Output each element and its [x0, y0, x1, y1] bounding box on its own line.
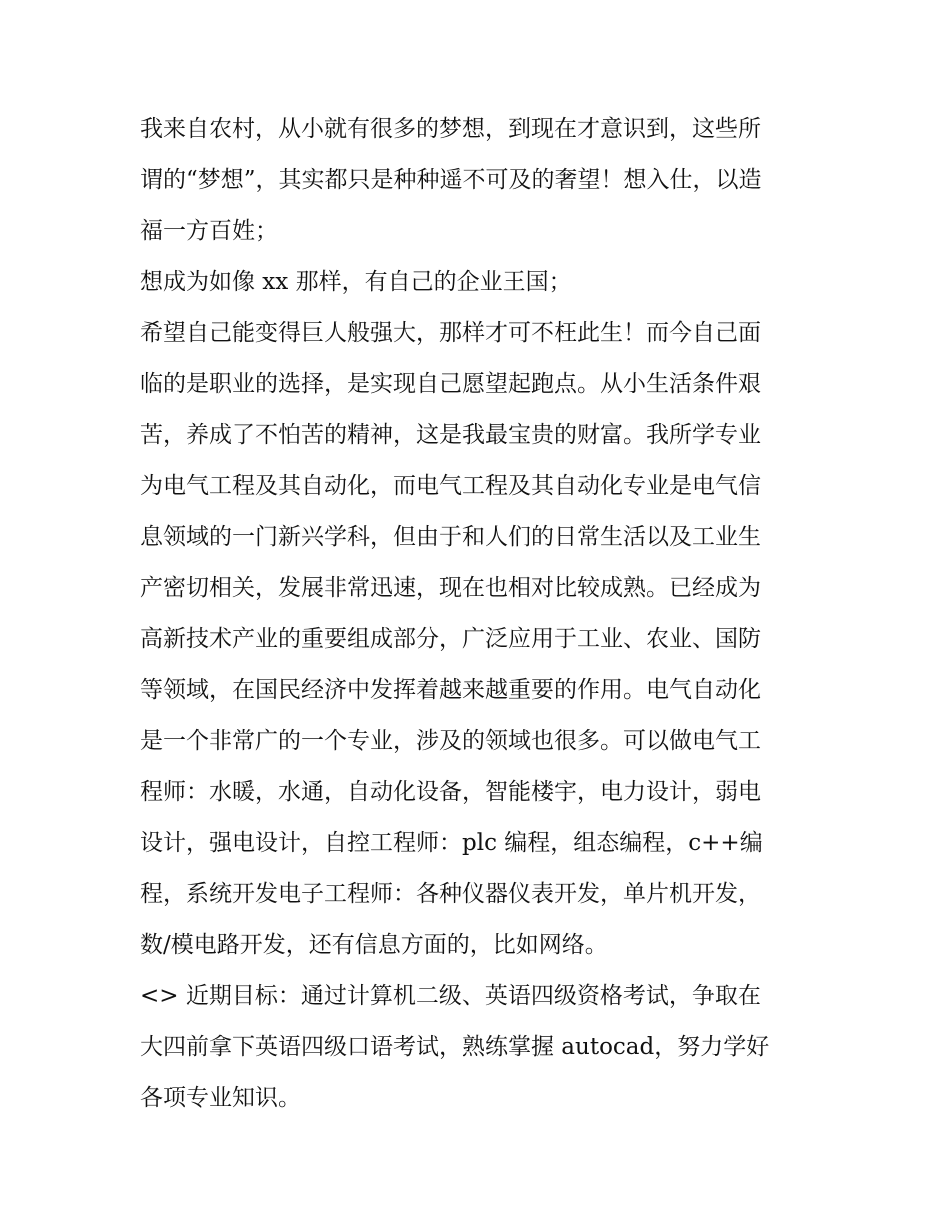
document-body — [140, 104, 815, 1124]
text-line: 数/模电路开发，还有信息方面的，比如网络。 — [140, 932, 608, 958]
text-line: 临的是职业的选择，是实现自己愿望起跑点。从小生活条件艰 — [140, 371, 761, 397]
text-line: <> 近期目标：通过计算机二级、英语四级资格考试，争取在 — [140, 983, 761, 1009]
text-line: 设计，强电设计，自控工程师：plc 编程，组态编程，c++编 — [140, 830, 763, 856]
text-line: 程师：水暖，水通，自动化设备，智能楼宇，电力设计，弱电 — [140, 779, 761, 805]
text-line: 等领域，在国民经济中发挥着越来越重要的作用。电气自动化 — [140, 677, 761, 703]
text-line: 苦，养成了不怕苦的精神，这是我最宝贵的财富。我所学专业 — [140, 422, 761, 448]
text-line: 谓的“梦想”，其实都只是种种遥不可及的奢望！想入仕，以造 — [140, 167, 762, 193]
text-line: 为电气工程及其自动化，而电气工程及其自动化专业是电气信 — [140, 473, 761, 499]
text-line: 各项专业知识。 — [140, 1085, 301, 1111]
text-line: 希望自己能变得巨人般强大，那样才可不枉此生！而今自己面 — [140, 320, 761, 346]
text-line: 想成为如像 xx 那样，有自己的企业王国； — [140, 269, 572, 295]
text-line: 是一个非常广的一个专业，涉及的领域也很多。可以做电气工 — [140, 728, 761, 754]
text-line: 大四前拿下英语四级口语考试，熟练掌握 autocad，努力学好 — [140, 1034, 770, 1060]
text-line: 福一方百姓； — [140, 218, 278, 244]
text-line: 息领域的一门新兴学科，但由于和人们的日常生活以及工业生 — [140, 524, 761, 550]
text-line: 产密切相关，发展非常迅速，现在也相对比较成熟。已经成为 — [140, 575, 761, 601]
text-line: 程，系统开发电子工程师：各种仪器仪表开发，单片机开发， — [140, 881, 761, 907]
text-line: 我来自农村，从小就有很多的梦想，到现在才意识到，这些所 — [140, 116, 761, 142]
text-line: 高新技术产业的重要组成部分，广泛应用于工业、农业、国防 — [140, 626, 761, 652]
